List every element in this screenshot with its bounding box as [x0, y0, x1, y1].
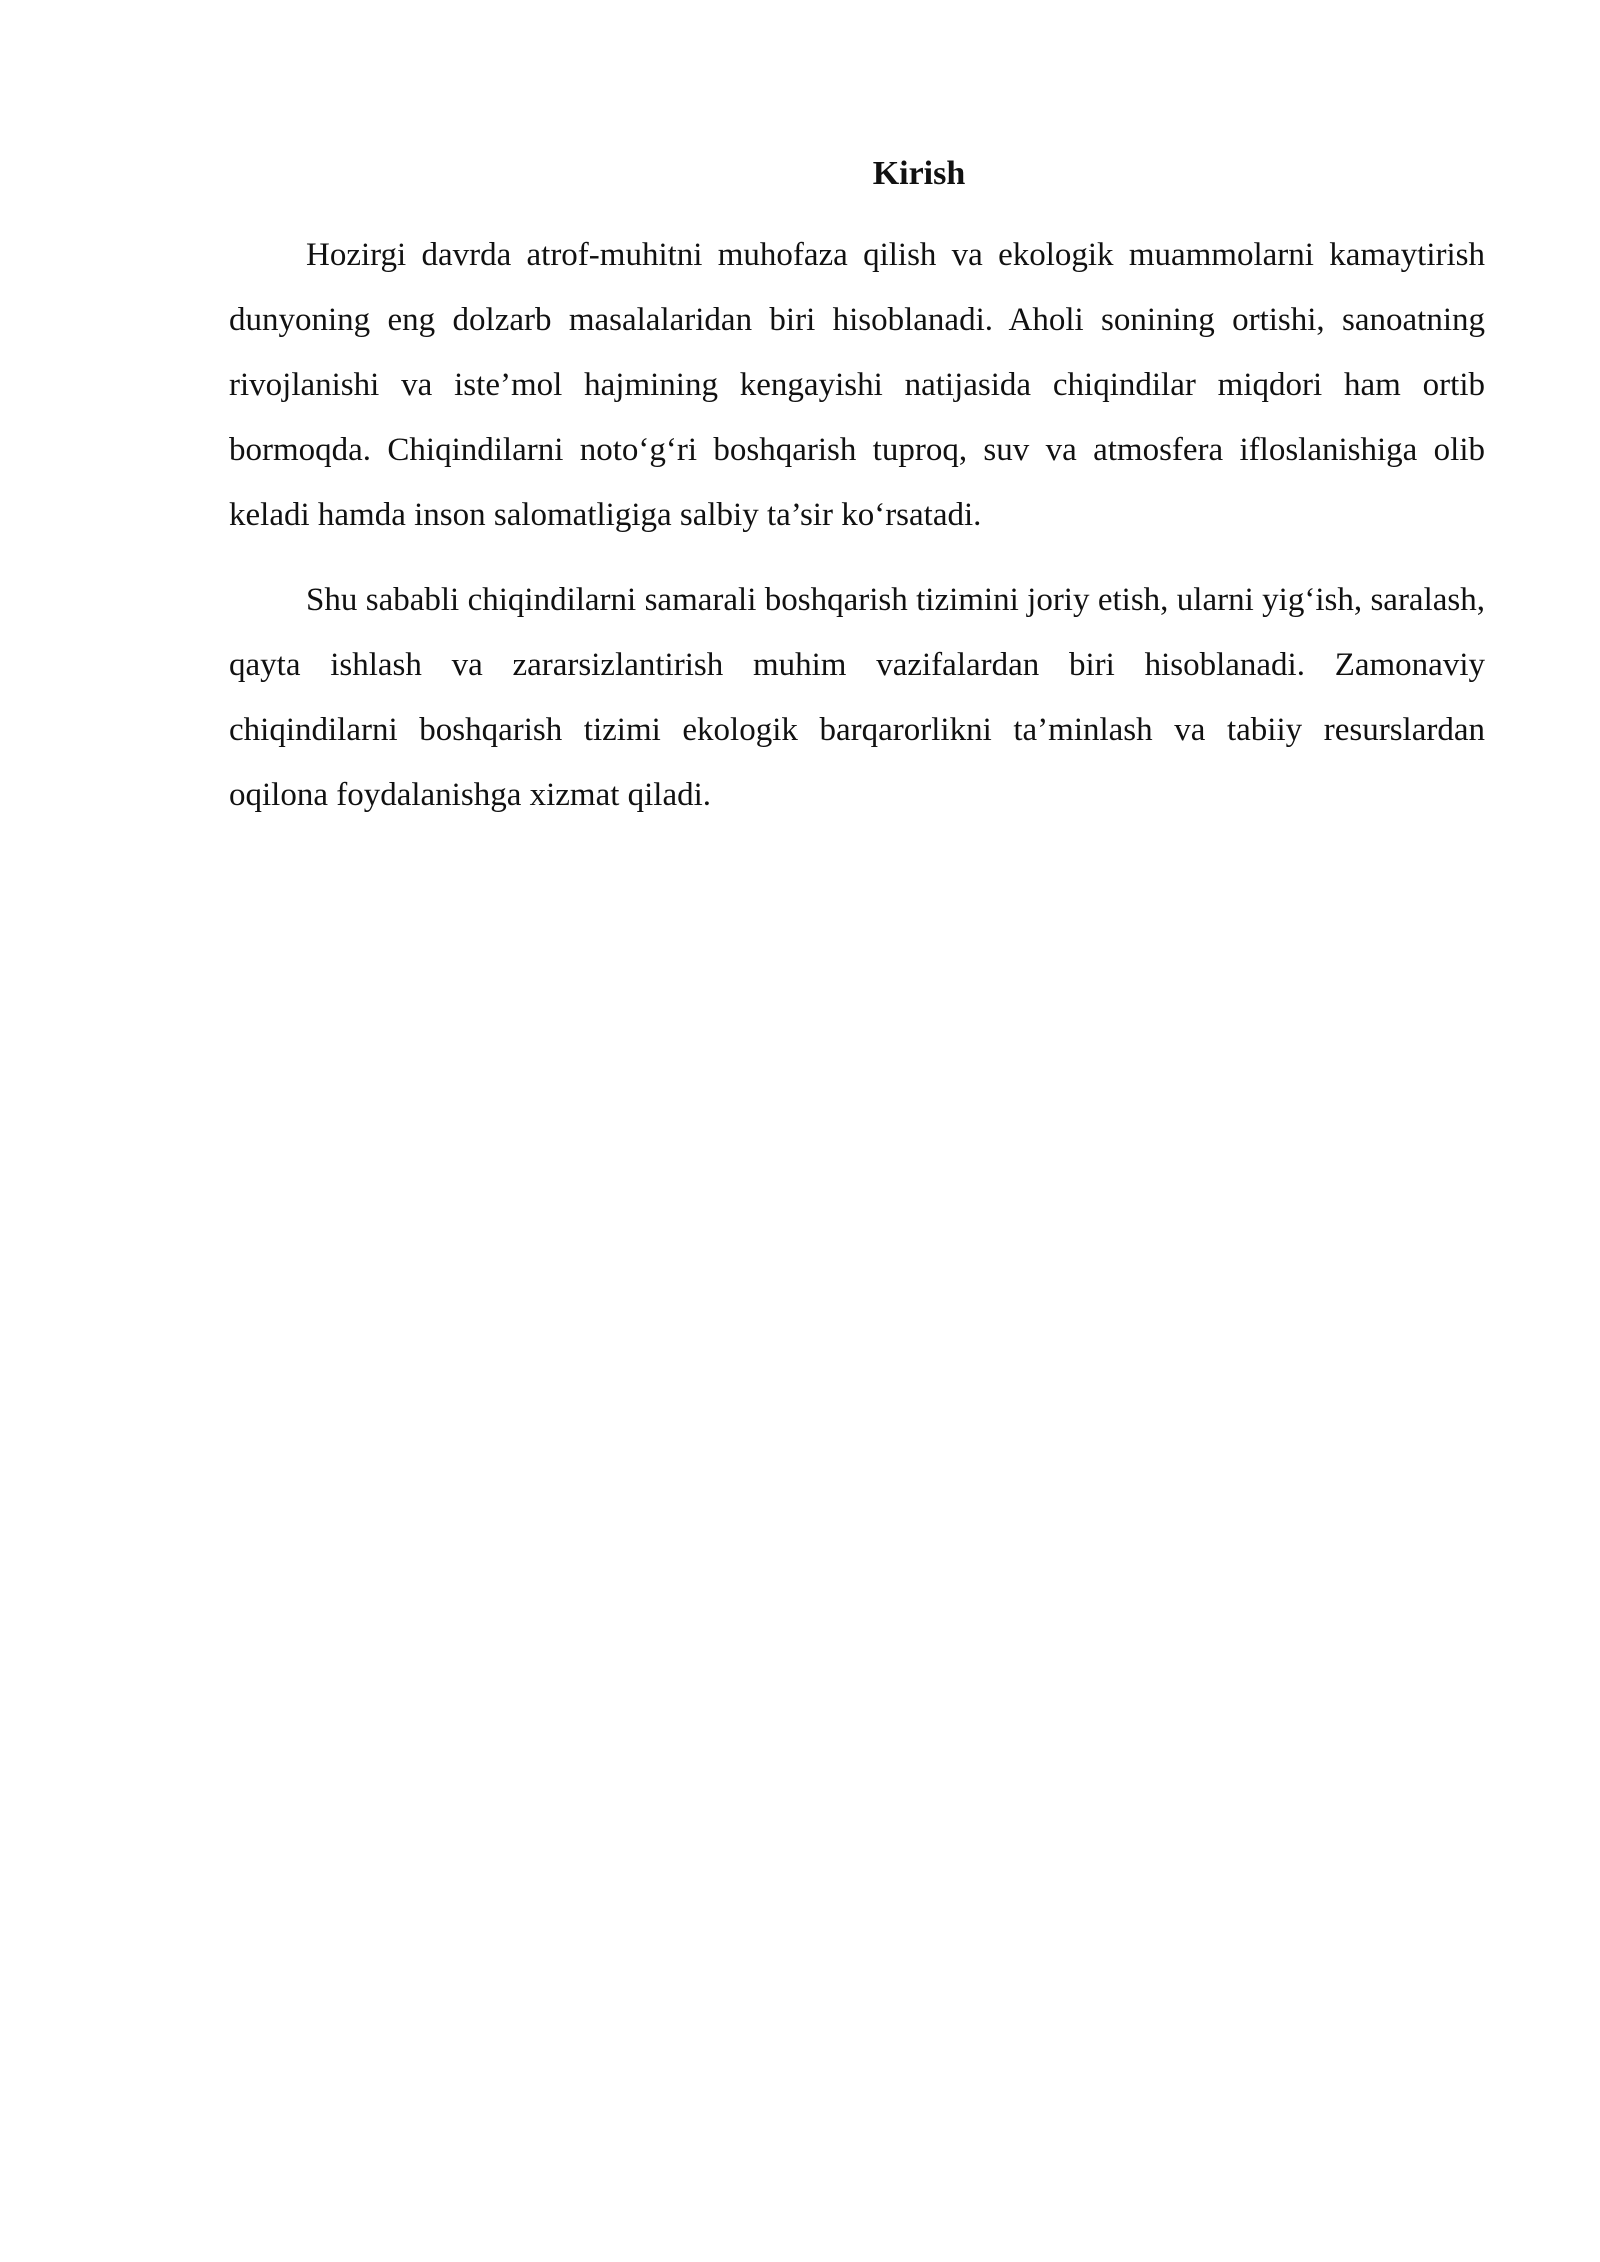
paragraph-1: Hozirgi davrda atrof-muhitni muhofaza qilish va ekologik muammolarni kamaytirish dunyoning eng dolzarb masalalaridan biri hisoblanadi. Aholi sonining ortishi, sanoatning rivojlanishi va iste’mol hajmining kengayishi natijasida chiqindilar miqdori ham ortib bormoqda. Chiqindilarni noto‘g‘ri boshqarish tuproq, suv va atmosfera ifloslanishiga olib keladi hamda inson salomatligiga salbiy ta’sir ko‘rsatadi.	[229, 237, 1485, 533]
document-body	[229, 148, 1485, 848]
section-title: Kirish	[872, 155, 966, 192]
paragraph-2: Shu sababli chiqindilarni samarali boshqarish tizimini joriy etish, ularni yig‘ish, saralash, qayta ishlash va zararsizlantirish muhim vazifalardan biri hisoblanadi. Zamonaviy chiqindilarni boshqarish tizimi ekologik barqarorlikni ta’minlash va tabiiy resurslardan oqilona foydalanishga xizmat qiladi.	[229, 582, 1485, 813]
